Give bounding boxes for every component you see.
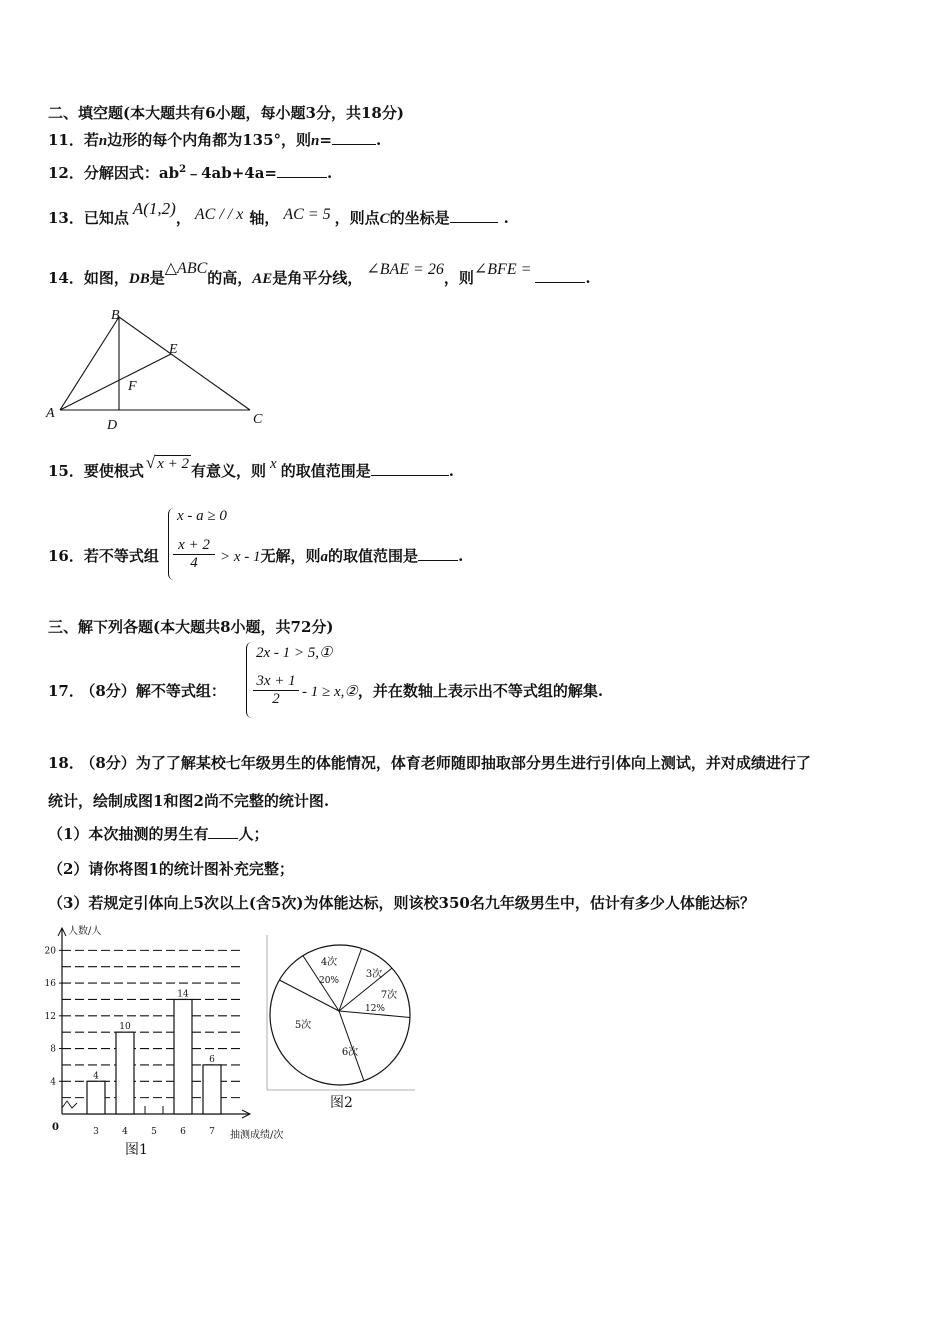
y-axis-label: 人数/人	[68, 926, 102, 937]
q14-ae: AE	[252, 271, 273, 287]
q18-score: （8分）	[87, 754, 136, 772]
q12-number: 12．	[48, 164, 84, 182]
question-18	[48, 752, 811, 773]
q16-answer-blank[interactable]	[418, 546, 458, 561]
q16-numerator: x + 2	[178, 537, 210, 553]
triangle-figure	[40, 305, 280, 433]
bar	[203, 1065, 221, 1114]
q14-end: .	[585, 269, 591, 287]
question-13	[48, 199, 509, 228]
q16-text3: 的取值范围是	[328, 547, 419, 565]
q15-end: .	[448, 462, 454, 480]
question-15	[48, 453, 454, 481]
q11-var-n: n	[98, 133, 108, 149]
q17-text: 解不等式组：	[135, 682, 226, 700]
x-tick-label: 6	[180, 1127, 186, 1137]
q16-var-a: a	[320, 549, 329, 565]
q15-text3: 的取值范围是	[280, 462, 371, 480]
q14-db: DB	[128, 271, 150, 287]
q13-text: 已知点	[83, 209, 129, 227]
y-tick-label: 4	[50, 1077, 56, 1088]
section-3-title: 三、解下列各题(本大题共8小题，共72分)	[48, 618, 334, 636]
y-tick-label: 16	[44, 979, 56, 990]
q13-var-c: C	[379, 211, 390, 227]
label-b: B	[111, 308, 120, 323]
q13-comma: ，	[175, 209, 191, 227]
q17-score: （8分）	[87, 682, 136, 700]
q18-sub1-text: （1）本次抽测的男生有	[48, 825, 209, 843]
q17-inequality-1: 2x - 1 > 5,①	[256, 645, 333, 661]
q11-answer-blank[interactable]	[332, 130, 376, 145]
q16-end: .	[458, 547, 464, 565]
q18-sub2: （2）请你将图1的统计图补充完整；	[48, 860, 294, 878]
q12-answer-blank[interactable]	[277, 163, 327, 178]
q17-text2: ，并在数轴上表示出不等式组的解集.	[357, 682, 604, 700]
side-ab	[60, 317, 119, 410]
q16-denominator: 4	[173, 554, 215, 572]
bisector-ae	[60, 354, 171, 410]
x-tick-label: 7	[209, 1127, 215, 1137]
q11-number: 11．	[48, 131, 84, 149]
q13-answer-blank[interactable]	[450, 208, 498, 223]
q13-text2: 轴，	[249, 209, 280, 227]
q14-number: 14．	[48, 269, 84, 287]
q14-triangle: △ABC	[164, 260, 208, 277]
pie-chart-figure-2	[265, 935, 425, 1125]
q12-end: .	[327, 164, 333, 182]
bar	[116, 1032, 134, 1114]
q18-number: 18．	[48, 754, 84, 772]
q17-fraction	[253, 673, 299, 708]
label-e: E	[169, 342, 178, 357]
q15-text: 要使根式	[83, 462, 144, 480]
x-tick-label: 4	[122, 1127, 128, 1137]
q14-angle-bae: ∠BAE = 26	[366, 261, 444, 278]
pie-slice-2	[366, 967, 382, 980]
section-2-title: 二、填空题(本大题共有6小题，每小题3分，共18分)	[48, 104, 404, 122]
slice-label: 5次	[294, 1020, 312, 1031]
q18-sub1-blank[interactable]	[208, 824, 238, 839]
pie-slice-4	[342, 1045, 358, 1058]
x-tick-label: 5	[151, 1127, 157, 1137]
q17-numerator: 3x + 1	[256, 673, 296, 689]
bar-chart-figure-1	[40, 920, 300, 1160]
label-c: C	[253, 412, 263, 427]
slice-label: 4次	[320, 957, 338, 968]
q13-number: 13．	[48, 209, 84, 227]
axis-break	[62, 1101, 77, 1108]
q11-eq: =	[319, 131, 332, 149]
q18-sub3: （3）若规定引体向上5次以上(含5次)为体能达标，则该校350名九年级男生中，估计有多少人体能达标？	[48, 894, 755, 912]
q17-denominator: 2	[253, 690, 299, 708]
q17-brace	[246, 642, 253, 718]
slice-label: 6次	[341, 1047, 359, 1058]
question-14	[48, 260, 591, 288]
question-12	[48, 162, 332, 183]
q15-var-x: x	[270, 456, 277, 472]
side-bc	[119, 317, 250, 410]
question-17-cont	[302, 680, 603, 701]
label-a: A	[46, 406, 55, 421]
q18-sub1-end: 人；	[238, 825, 269, 843]
bar-value-label: 6	[209, 1054, 215, 1065]
q14-text2: 是	[149, 269, 165, 287]
slice-label: 7次	[380, 990, 398, 1001]
q16-inequality-1: x - a ≥ 0	[177, 508, 227, 524]
bar	[87, 1081, 105, 1114]
q15-number: 15．	[48, 462, 84, 480]
q12-text2: ﹣4ab+4a=	[186, 164, 278, 182]
q13-parallel: AC / / x	[194, 206, 244, 223]
figure-2-caption: 图2	[330, 1095, 353, 1111]
q17-inequality-2-rest: - 1 ≥ x,②	[302, 684, 358, 700]
x-axis-label: 抽测成绩/次	[230, 1130, 284, 1141]
q15-radical: √ x + 2	[145, 453, 190, 472]
question-17	[48, 680, 226, 701]
origin-label: 0	[52, 1122, 59, 1133]
q16-fraction	[173, 537, 215, 572]
q11-var-n2: n	[311, 133, 320, 149]
question-16-cont	[220, 545, 463, 566]
label-f: F	[128, 379, 137, 394]
q13-end: .	[503, 209, 509, 227]
q15-answer-blank[interactable]	[371, 461, 449, 476]
pie-slice-5	[295, 1018, 311, 1031]
bar-value-label: 10	[119, 1022, 131, 1033]
q16-text2: 无解，则	[260, 547, 321, 565]
q14-text5: ，则	[443, 269, 474, 287]
slice-label: 3次	[365, 969, 383, 980]
q18-text-line2: 统计，绘制成图1和图2尚不完整的统计图.	[48, 792, 330, 810]
q14-angle-bfe: ∠BFE =	[473, 261, 532, 278]
q16-number: 16．	[48, 547, 84, 565]
bar	[174, 999, 192, 1114]
q16-inequality-2-rest: > x - 1	[220, 549, 261, 565]
q12-superscript: 2	[179, 164, 187, 175]
q16-text: 若不等式组	[83, 547, 159, 565]
q13-point-a: A(1,2)	[132, 199, 176, 218]
q15-radicand: x + 2	[157, 456, 190, 472]
bar-value-label: 4	[93, 1071, 99, 1082]
q12-text: 分解因式：ab	[83, 164, 180, 182]
slice-percent-label: 20%	[318, 976, 340, 986]
q14-text3: 的高，	[207, 269, 253, 287]
question-16	[48, 545, 159, 566]
slice-percent-label: 12%	[364, 1004, 386, 1014]
q15-text2: 有意义，则	[191, 462, 267, 480]
x-tick-label: 3	[93, 1127, 99, 1137]
q13-text3: ，则点	[334, 209, 380, 227]
y-tick-label: 8	[50, 1044, 56, 1055]
q14-answer-blank[interactable]	[535, 268, 585, 283]
q11-end: .	[375, 131, 382, 149]
q14-text4: 是角平分线，	[272, 269, 363, 287]
q14-text: 如图，	[83, 269, 129, 287]
y-tick-label: 20	[44, 946, 56, 957]
q13-text4: 的坐标是	[389, 209, 450, 227]
label-d: D	[107, 418, 118, 433]
q13-ac-length: AC = 5	[283, 206, 331, 223]
y-tick-label: 12	[44, 1011, 56, 1022]
figure-1-caption: 图1	[125, 1142, 148, 1158]
question-11	[48, 129, 381, 150]
bar-value-label: 14	[177, 989, 189, 1000]
q11-text: 若	[83, 131, 99, 149]
q18-sub1	[48, 823, 268, 844]
q18-text-line1: 为了了解某校七年级男生的体能情况，体育老师随即抽取部分男生进行引体向上测试，并对成绩进行了	[135, 754, 811, 772]
q11-text2: 边形的每个内角都为135°，则	[107, 131, 312, 149]
q17-number: 17．	[48, 682, 84, 700]
